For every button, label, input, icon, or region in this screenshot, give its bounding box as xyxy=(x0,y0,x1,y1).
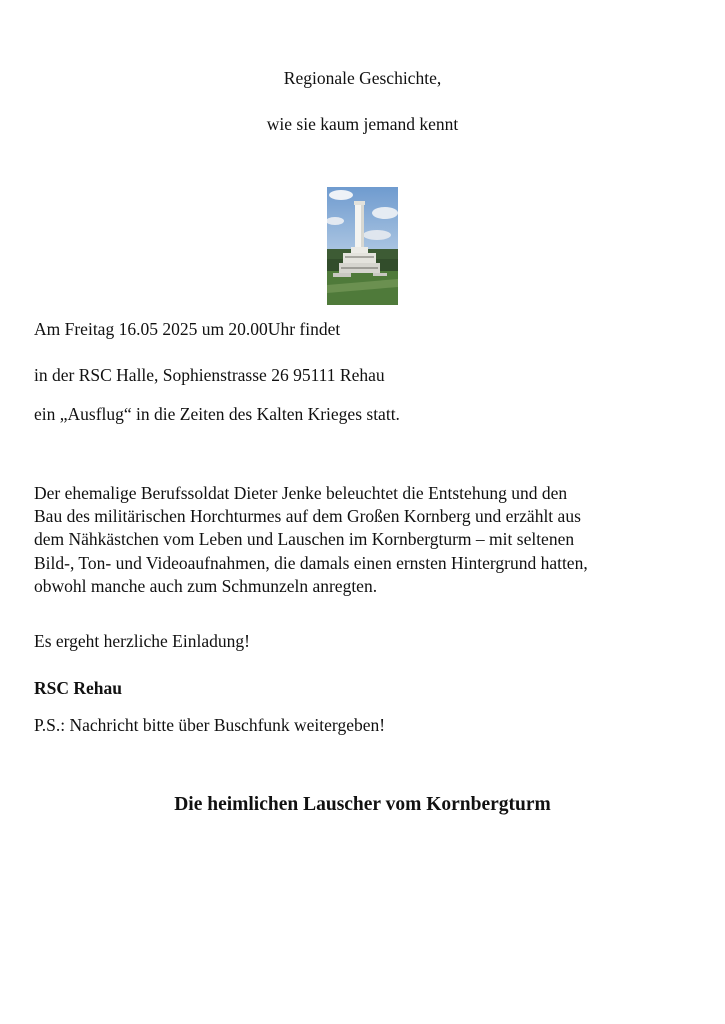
postscript-text: P.S.: Nachricht bitte über Buschfunk weitergeben! xyxy=(34,715,386,735)
description-line: dem Nähkästchen vom Leben und Lauschen im Kornbergturm – mit seltenen xyxy=(34,529,575,550)
invitation-text: Es ergeht herzliche Einladung! xyxy=(34,631,250,651)
event-date-line: Am Freitag 16.05 2025 um 20.00Uhr findet xyxy=(34,319,341,339)
description-paragraph xyxy=(34,482,694,598)
description-line: Bau des militärischen Horchturmes auf dem Großen Kornberg und erzählt aus xyxy=(34,506,581,527)
tower-photo-illustration xyxy=(327,187,398,305)
cloud xyxy=(372,207,398,219)
event-location-line: in der RSC Halle, Sophienstrasse 26 95111 Rehau xyxy=(34,365,385,385)
kornbergturm-tower-photo xyxy=(327,187,398,305)
description-line: obwohl manche auch zum Schmunzeln anregten. xyxy=(34,575,378,596)
heading-line-2: wie sie kaum jemand kennt xyxy=(266,114,459,134)
cloud xyxy=(329,190,353,200)
event-title: Die heimlichen Lauscher vom Kornbergturm xyxy=(174,794,551,815)
building-windows xyxy=(345,256,374,258)
description-line: Bild-, Ton- und Videoaufnahmen, die damals einen ernsten Hintergrund hatten, xyxy=(34,552,588,573)
tower-shaft-shade xyxy=(361,203,364,249)
tower-top xyxy=(354,201,365,205)
organizer-name: RSC Rehau xyxy=(34,678,123,698)
heading-line-1: Regionale Geschichte, xyxy=(283,68,442,88)
side-building xyxy=(333,273,351,277)
base-windows xyxy=(341,267,378,269)
event-topic-line: ein „Ausflug“ in die Zeiten des Kalten Krieges statt. xyxy=(34,404,400,424)
side-building xyxy=(373,273,387,276)
description-line: Der ehemalige Berufssoldat Dieter Jenke beleuchtet die Entstehung und den xyxy=(34,483,568,503)
cloud xyxy=(363,230,391,240)
